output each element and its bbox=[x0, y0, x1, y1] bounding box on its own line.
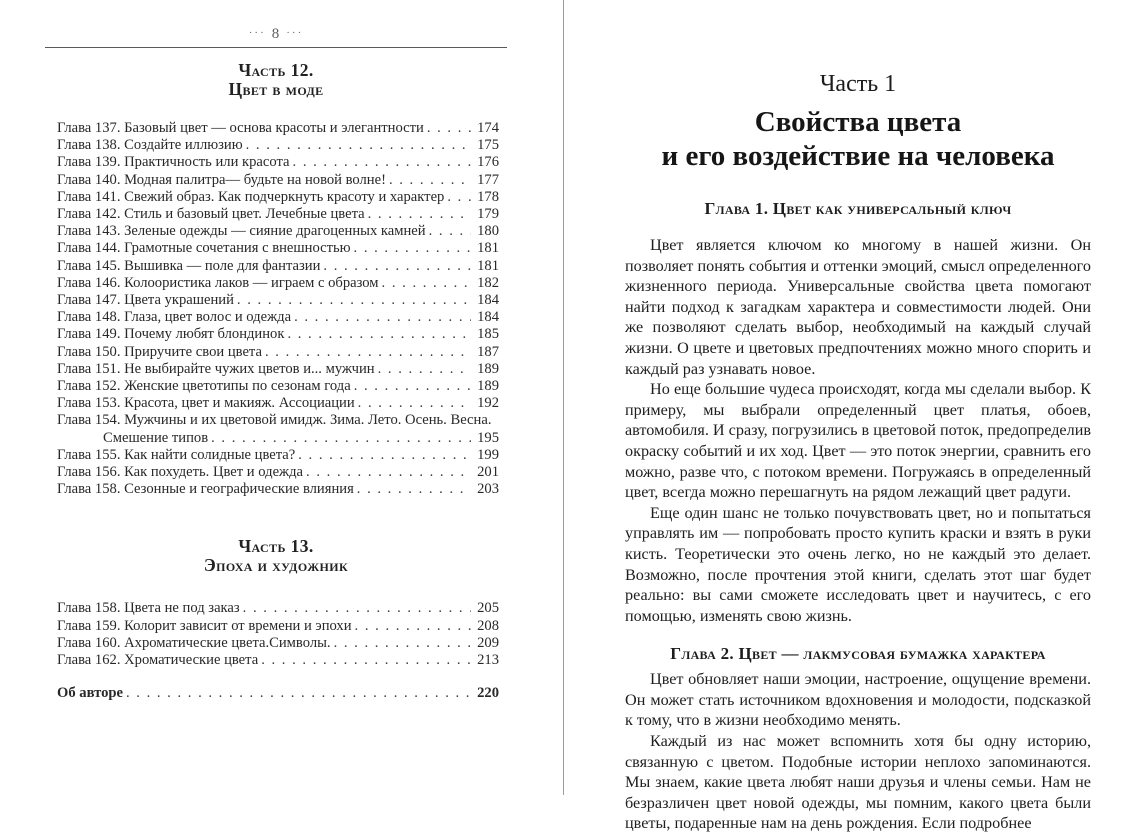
toc-entry-title: Глава 144. Грамотные сочетания с внешностью bbox=[57, 240, 351, 257]
toc-entry bbox=[57, 206, 499, 223]
part-1-title bbox=[625, 105, 1091, 173]
dot-leader bbox=[427, 120, 471, 137]
toc-entry-title: Глава 146. Колоористика лаков — играем с образом bbox=[57, 274, 379, 291]
toc-entry bbox=[57, 172, 499, 189]
toc-entry-title: Глава 143. Зеленые одежды — сияние драгоценных камней bbox=[57, 223, 426, 240]
toc-entry bbox=[57, 635, 499, 652]
part-1-title-line1: Свойства цвета bbox=[754, 106, 962, 138]
toc-entry-page: 185 bbox=[477, 326, 499, 343]
toc-entry-title: Глава 162. Хроматические цвета bbox=[57, 652, 259, 669]
toc-part-12 bbox=[57, 120, 499, 498]
dot-leader bbox=[211, 430, 471, 447]
toc-entry-page: 205 bbox=[477, 600, 499, 617]
dot-leader bbox=[237, 292, 471, 309]
toc-entry bbox=[57, 395, 499, 412]
dot-leader bbox=[357, 481, 471, 498]
page-header bbox=[45, 26, 507, 43]
dot-leader bbox=[265, 344, 471, 361]
about-author-label: Об авторе bbox=[57, 685, 123, 702]
toc-entry-page: 174 bbox=[477, 120, 499, 136]
toc-entry bbox=[57, 361, 499, 378]
chapter-2-paragraphs bbox=[625, 669, 1091, 834]
toc-entry-title: Глава 151. Не выбирайте чужих цветов и... мужчин bbox=[57, 360, 375, 377]
toc-entry-title: Глава 137. Базовый цвет — основа красоты и элегантности bbox=[57, 120, 424, 136]
part-12-heading-line1: Часть 12. bbox=[238, 60, 314, 80]
dot-leader bbox=[293, 154, 471, 171]
toc-entry bbox=[57, 600, 499, 617]
part-13-heading-line2: Эпоха и художник bbox=[203, 555, 349, 576]
toc-entry-page: 181 bbox=[477, 257, 499, 274]
dot-leader bbox=[323, 258, 471, 275]
body-paragraph: Цвет является ключом ко многому в нашей жизни. Он позволяет понять события и оттенки эмоций, смысл определенного жизненного периода. Универсальные свойства цвета помогают найти подход к загадкам характера и совместимости людей. Они же позволяют сделать выбор, необходимый на каждый случай жизни. О цвете и цветовых предпочтениях можно много спорить и каждый раз узнавать новое. bbox=[625, 236, 1091, 378]
toc-entry bbox=[57, 292, 499, 309]
toc-entry-title: Глава 148. Глаза, цвет волос и одежда bbox=[57, 309, 292, 326]
toc-entry-title: Смешение типов bbox=[103, 429, 209, 446]
toc-entry-title: Глава 149. Почему любят блондинок bbox=[57, 326, 285, 343]
part-13-heading-line1: Часть 13. bbox=[238, 536, 314, 557]
toc-entry bbox=[57, 189, 499, 206]
toc-entry-title: Глава 138. Создайте иллюзию bbox=[57, 137, 243, 154]
part-13-heading bbox=[45, 537, 507, 575]
toc-entry-page: 175 bbox=[477, 137, 499, 154]
toc-entry-page: 187 bbox=[477, 343, 499, 360]
dot-leader bbox=[429, 223, 471, 240]
toc-entry-page: 176 bbox=[477, 154, 499, 171]
toc-entry-title: Глава 160. Ахроматические цвета.Символы. bbox=[57, 634, 331, 651]
toc-entry-page: 203 bbox=[477, 481, 499, 498]
toc-entry-title: Глава 159. Колорит зависит от времени и эпохи bbox=[57, 617, 352, 634]
toc-entry-page: 209 bbox=[477, 634, 499, 651]
toc-entry bbox=[57, 447, 499, 464]
toc-entry bbox=[57, 464, 499, 481]
toc-entry-page: 195 bbox=[477, 429, 499, 446]
toc-entry bbox=[57, 618, 499, 635]
dot-leader bbox=[243, 600, 471, 617]
body-paragraph: Еще один шанс не только почувствовать цвет, но и попытаться управлять им — попробовать просто купить краски и взять в руки кисть. Теоретически это очень легко, но не каждый это делает. Возможно, после прочтения этой книги, сделать этот шаг будет реально: вы сами сможете исследовать цвет и научитесь, с его помощью, изменять свою жизнь. bbox=[625, 503, 1091, 625]
toc-entry-page: 179 bbox=[477, 206, 499, 223]
dot-leader bbox=[382, 275, 471, 292]
toc-entry-page: 189 bbox=[477, 378, 499, 395]
dot-leader bbox=[246, 137, 471, 154]
toc-entry-page: 208 bbox=[477, 617, 499, 634]
right-page bbox=[625, 0, 1091, 833]
part-1-label: Часть 1 bbox=[819, 71, 897, 97]
dot-leader bbox=[378, 361, 471, 378]
toc-entry bbox=[57, 240, 499, 257]
toc-entry bbox=[57, 326, 499, 343]
dot-leader bbox=[354, 240, 471, 257]
toc-entry-page: 199 bbox=[477, 446, 499, 463]
toc-entry-title: Глава 152. Женские цветотипы по сезонам года bbox=[57, 378, 351, 395]
toc-entry-page: 201 bbox=[477, 464, 499, 481]
part-12-heading bbox=[45, 61, 507, 99]
toc-entry bbox=[57, 137, 499, 154]
toc-entry bbox=[57, 430, 499, 447]
toc-entry bbox=[57, 154, 499, 171]
about-author-page: 220 bbox=[477, 685, 499, 702]
dot-leader bbox=[368, 206, 471, 223]
toc-entry-title: Глава 156. Как похудеть. Цвет и одежда bbox=[57, 464, 304, 481]
toc-entry-page: 182 bbox=[477, 274, 499, 291]
toc-entry bbox=[57, 378, 499, 395]
toc-entry-page: 180 bbox=[477, 223, 499, 240]
part-1-title-line2: и его воздействие на человека bbox=[661, 140, 1055, 172]
toc-entry-page: 184 bbox=[477, 309, 499, 326]
toc-entry-title: Глава 153. Красота, цвет и макияж. Ассоциации bbox=[57, 395, 355, 412]
toc-entry bbox=[57, 481, 499, 498]
body-paragraph: Но еще большие чудеса происходят, когда мы сделали выбор. К примеру, мы выбрали определенный цвет платья, обоев, автомобиля. И сразу, погрузились в цветовой поток, предопределив окраску событий и их ход. Цвет — это поток энергии, сравнить его можно, разве что, с потоком времени. Погружаясь в определенный цвет, всегда можно перешагнуть на рядом лежащий цвет радуги. bbox=[625, 380, 1091, 502]
toc-entry-page: 181 bbox=[477, 240, 499, 257]
toc-entry-title: Глава 155. Как найти солидные цвета? bbox=[57, 446, 296, 463]
toc-entry-page: 178 bbox=[477, 188, 499, 205]
toc-part-13 bbox=[57, 600, 499, 669]
toc-entry bbox=[57, 258, 499, 275]
toc-entry-title: Глава 158. Сезонные и географические влияния bbox=[57, 481, 354, 498]
chapter-2-heading: Глава 2. Цвет — лакмусовая бумажка характера bbox=[670, 644, 1046, 664]
body-paragraph: Цвет обновляет наши эмоции, настроение, ощущение времени. Он может стать источником вдохновения и молодости, подсказкой к тому, что в жизни необходимо менять. bbox=[625, 670, 1091, 730]
toc-entry bbox=[57, 223, 499, 240]
chapter-1-heading: Глава 1. Цвет как универсальный ключ bbox=[704, 199, 1012, 218]
dot-leader bbox=[287, 326, 471, 343]
toc-entry-title: Глава 141. Свежий образ. Как подчеркнуть красоту и характер bbox=[57, 188, 445, 205]
toc-entry-page: 184 bbox=[477, 292, 499, 309]
toc-entry-title: Глава 154. Мужчины и их цветовой имидж. Зима. Лето. Осень. Весна. bbox=[57, 412, 492, 429]
dot-leader bbox=[334, 635, 471, 652]
toc-entry-page: 189 bbox=[477, 360, 499, 377]
toc-entry-title: Глава 142. Стиль и базовый цвет. Лечебные цвета bbox=[57, 206, 365, 223]
chapter-1-paragraphs bbox=[625, 235, 1091, 626]
dot-leader bbox=[261, 652, 471, 669]
toc-entry bbox=[57, 344, 499, 361]
toc-entry bbox=[57, 120, 499, 137]
toc-entry-title: Глава 139. Практичность или красота bbox=[57, 154, 290, 171]
dot-leader bbox=[298, 447, 471, 464]
dot-leader bbox=[354, 378, 471, 395]
toc-entry bbox=[57, 309, 499, 326]
dot-leader bbox=[126, 685, 471, 702]
toc-entry-title: Глава 145. Вышивка — поле для фантазии bbox=[57, 257, 321, 274]
body-paragraph: Каждый из нас может вспомнить хотя бы одну историю, связанную с цветом. Подобные истории неплохо запоминаются. Мы знаем, какие цвета любят наши друзья и члены семьи. Нам не безразличен цвет новой одежды, мы помним, какого цвета были цветы, подаренные нам на день рождения. Если подробнее bbox=[625, 732, 1091, 833]
dot-leader bbox=[358, 395, 471, 412]
dot-leader bbox=[389, 172, 471, 189]
header-dots-right: ··· bbox=[286, 27, 304, 39]
dot-leader bbox=[306, 464, 471, 481]
toc-entry-title: Глава 158. Цвета не под заказ bbox=[57, 600, 240, 617]
part-12-heading-line2: Цвет в моде bbox=[228, 79, 324, 99]
toc-entry-page: 192 bbox=[477, 395, 499, 412]
page-divider bbox=[563, 0, 564, 795]
dot-leader bbox=[294, 309, 471, 326]
header-rule bbox=[45, 47, 507, 48]
toc-entry-title: Глава 150. Приручите свои цвета bbox=[57, 343, 262, 360]
left-page bbox=[45, 0, 507, 801]
toc-entry bbox=[57, 652, 499, 669]
header-dots-left: ··· bbox=[248, 27, 266, 39]
toc-entry-title: Глава 147. Цвета украшений bbox=[57, 292, 234, 309]
toc-entry-page: 177 bbox=[477, 171, 499, 188]
toc-entry-page: 213 bbox=[477, 652, 499, 669]
toc-entry bbox=[57, 275, 499, 292]
about-author-entry bbox=[57, 685, 499, 702]
toc-entry-title: Глава 140. Модная палитра— будьте на новой волне! bbox=[57, 171, 386, 188]
dot-leader bbox=[447, 189, 471, 206]
toc-entry bbox=[57, 412, 499, 429]
dot-leader bbox=[355, 618, 471, 635]
page-number: 8 bbox=[271, 26, 281, 42]
